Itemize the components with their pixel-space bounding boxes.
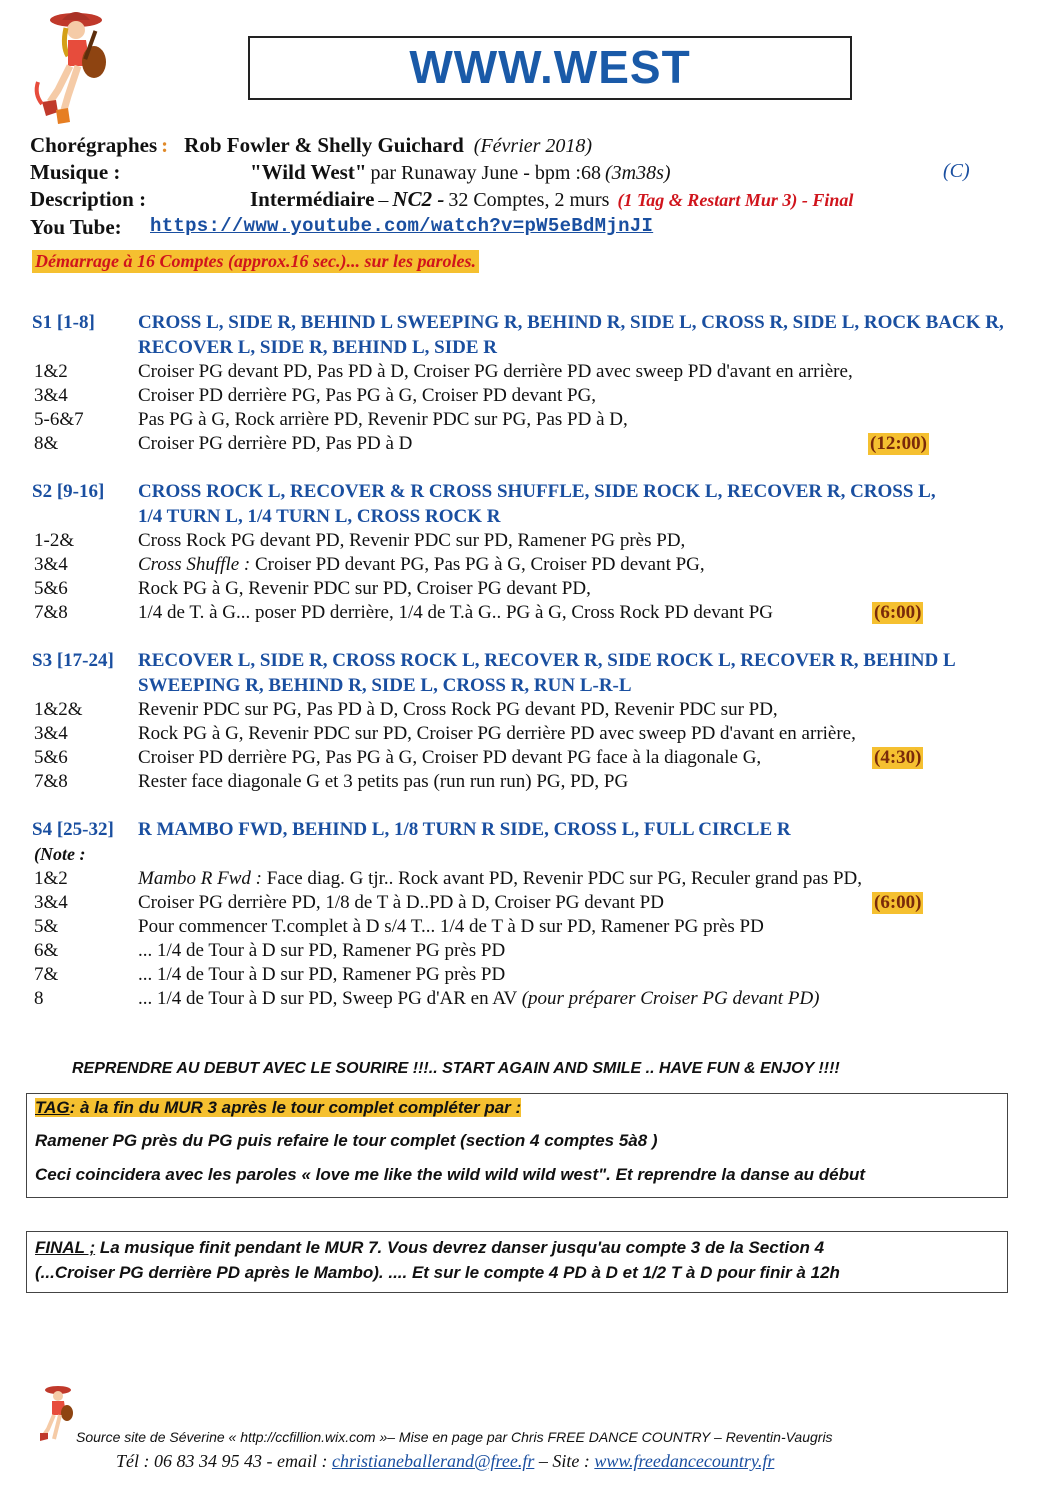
- step-description: [138, 771, 628, 793]
- step-description: [138, 554, 705, 576]
- section-title-line-1: CROSS L, SIDE R, BEHIND L SWEEPING R, BEHIND R, SIDE L, CROSS R, SIDE L, ROCK BACK R,: [138, 312, 1004, 333]
- step-description: [138, 433, 412, 455]
- step-text: Rester face diagonale G et 3 petits pas (run run run) PG, PD, PG: [138, 771, 629, 792]
- music-code: (C): [943, 160, 970, 182]
- section-id: S1 [1-8]: [32, 312, 95, 333]
- description-label: Description :: [30, 187, 147, 211]
- step-count: 7&: [34, 964, 59, 985]
- step-description: [138, 385, 596, 407]
- youtube-link[interactable]: https://www.youtube.com/watch?v=pW5eBdMjnJI: [150, 215, 654, 237]
- step-text: Croiser PD derrière PG, Pas PG à G, Croiser PD devant PG,: [138, 385, 597, 406]
- section-title-line-2: RECOVER L, SIDE R, BEHIND L, SIDE R: [138, 337, 497, 358]
- step-text: Croiser PG derrière PD, 1/8 de T à D..PD à D, Croiser PG devant PD: [138, 892, 664, 913]
- step-description: [138, 964, 505, 986]
- wall-indicator: (4:30): [874, 747, 922, 768]
- step-count: 3&4: [34, 723, 68, 744]
- step-count: 5&6: [34, 747, 68, 768]
- step-count: 1&2: [34, 361, 68, 382]
- step-count: 3&4: [34, 554, 68, 575]
- step-description: [138, 530, 685, 552]
- step-count: 6&: [34, 940, 59, 961]
- step-text: Rock PG à G, Revenir PDC sur PD, Croiser PG devant PD,: [138, 578, 591, 599]
- level: Intermédiaire: [250, 187, 375, 211]
- cowgirl-logo: [28, 6, 120, 128]
- step-note: (pour préparer Croiser PG devant PD): [521, 988, 820, 1009]
- step-description: [138, 578, 591, 600]
- step-count: 7&8: [34, 771, 68, 792]
- step-text: Rock PG à G, Revenir PDC sur PD, Croiser PG derrière PD avec sweep PD d'avant en arrière,: [138, 723, 856, 744]
- section-title-line-2: SWEEPING R, BEHIND R, SIDE L, CROSS R, RUN L-R-L: [138, 675, 632, 696]
- step-text: Croiser PG devant PD, Pas PD à D, Croiser PG derrière PD avec sweep PD d'avant en arrière,: [138, 361, 853, 382]
- music-line: [250, 160, 671, 185]
- step-count: 8&: [34, 433, 59, 454]
- step-text: Croiser PG derrière PD, Pas PD à D: [138, 433, 413, 454]
- step-text: 1/4 de T. à G... poser PD derrière, 1/4 de T.à G.. PG à G, Cross Rock PD devant PG: [138, 602, 773, 623]
- tag-label: TAG: [35, 1098, 70, 1117]
- step-text: ... 1/4 de Tour à D sur PD, Ramener PG près PD: [138, 940, 506, 961]
- wall-indicator: (6:00): [874, 602, 922, 623]
- step-description: [138, 747, 761, 769]
- step-text: ... 1/4 de Tour à D sur PD, Ramener PG près PD: [138, 964, 506, 985]
- section-title-line-1: CROSS ROCK L, RECOVER & R CROSS SHUFFLE, SIDE ROCK L, RECOVER R, CROSS L,: [138, 481, 936, 502]
- section-title-line-1: R MAMBO FWD, BEHIND L, 1/8 TURN R SIDE, CROSS L, FULL CIRCLE R: [138, 819, 791, 840]
- tag-line-2: Ramener PG près du PG puis refaire le tour complet (section 4 comptes 5à8 ): [35, 1131, 658, 1150]
- choreographers-label: Chorégraphes: [30, 133, 158, 157]
- section-title-line-1: RECOVER L, SIDE R, CROSS ROCK L, RECOVER R, SIDE ROCK L, RECOVER R, BEHIND L: [138, 650, 956, 671]
- step-count: 5&6: [34, 578, 68, 599]
- step-description: [138, 723, 856, 745]
- final-text-1: La musique finit pendant le MUR 7. Vous devrez danser jusqu'au compte 3 de la Section 4: [95, 1238, 825, 1257]
- step-count: 5-6&7: [34, 409, 84, 430]
- phone-email-label: Tél : 06 83 34 95 43 - email :: [116, 1451, 332, 1471]
- contact-line: [116, 1451, 774, 1472]
- music-label: Musique :: [30, 160, 121, 184]
- tag-line-1: [35, 1098, 521, 1118]
- source-credit: Source site de Séverine « http://ccfillion.wix.com »– Mise en page par Chris FREE DANCE COUNTRY – Reventin-Vaugris: [76, 1429, 833, 1445]
- final-label: FINAL ;: [35, 1238, 96, 1257]
- step-move-name: Mambo R Fwd :: [138, 868, 263, 889]
- step-count: 5&: [34, 916, 59, 937]
- step-count: 3&4: [34, 892, 68, 913]
- music-song: "Wild West": [250, 160, 367, 184]
- step-count: 1-2&: [34, 530, 75, 551]
- choreographers-line: [30, 133, 592, 158]
- choreo-date: (Février 2018): [473, 135, 593, 157]
- music-artist: par Runaway June - bpm :68: [370, 162, 601, 184]
- section-title-line-2: 1/4 TURN L, 1/4 TURN L, CROSS ROCK R: [138, 506, 501, 527]
- section-id: S2 [9-16]: [32, 481, 105, 502]
- tag-restart-note: (1 Tag & Restart Mur 3) - Final: [617, 190, 854, 210]
- step-description: [138, 868, 862, 890]
- email-link[interactable]: christianeballerand@free.fr: [331, 1451, 535, 1471]
- restart-message: REPRENDRE AU DEBUT AVEC LE SOURIRE !!!.. START AGAIN AND SMILE .. HAVE FUN & ENJOY !!!!: [72, 1060, 840, 1077]
- tag-intro: : à la fin du MUR 3 après le tour complet compléter par :: [69, 1098, 522, 1117]
- step-count: 7&8: [34, 602, 68, 623]
- choreographers-colon: :: [161, 133, 169, 157]
- level-dash: –: [378, 189, 389, 211]
- step-count: 3&4: [34, 385, 68, 406]
- section-note: (Note :: [34, 844, 86, 864]
- choreographers-names: Rob Fowler & Shelly Guichard: [184, 133, 464, 157]
- level-code: NC2 -: [392, 187, 445, 211]
- step-description: [138, 988, 820, 1010]
- step-count: 1&2: [34, 868, 68, 889]
- step-description: [138, 940, 505, 962]
- site-link[interactable]: www.freedancecountry.fr: [594, 1451, 775, 1471]
- step-description: [138, 699, 778, 721]
- step-count: 8: [34, 988, 44, 1009]
- wall-indicator: (12:00): [870, 433, 927, 454]
- music-length: (3m38s): [605, 162, 671, 184]
- step-text: Croiser PD derrière PG, Pas PG à G, Croiser PD devant PG face à la diagonale G,: [138, 747, 762, 768]
- step-description: [138, 892, 664, 914]
- step-description: [138, 602, 773, 624]
- step-description: [138, 916, 764, 938]
- step-text: Face diag. G tjr.. Rock avant PD, Revenir PDC sur PG, Reculer grand pas PD,: [262, 868, 863, 889]
- counts-walls: 32 Comptes, 2 murs: [448, 189, 610, 211]
- final-line-2: (...Croiser PG derrière PD après le Mambo). .... Et sur le compte 4 PD à D et 1/2 T à D pour finir à 12h: [35, 1263, 840, 1282]
- final-line-1: [35, 1238, 824, 1258]
- step-count: 1&2&: [34, 699, 83, 720]
- step-description: [138, 361, 853, 383]
- step-description: [138, 409, 628, 431]
- page-title: WWW.WEST: [409, 41, 691, 93]
- step-text: ... 1/4 de Tour à D sur PD, Sweep PG d'AR en AV: [138, 988, 522, 1009]
- tag-line-3: Ceci coincidera avec les paroles « love me like the wild wild wild west". Et reprendre la danse au début: [35, 1165, 866, 1184]
- section-id: S4 [25-32]: [32, 819, 114, 840]
- youtube-label: You Tube:: [30, 215, 122, 239]
- step-text: Revenir PDC sur PG, Pas PD à D, Cross Rock PG devant PD, Revenir PDC sur PD,: [138, 699, 778, 720]
- site-label: – Site :: [534, 1451, 595, 1471]
- step-text: Pas PG à G, Rock arrière PD, Revenir PDC sur PG, Pas PD à D,: [138, 409, 628, 430]
- section-id: S3 [17-24]: [32, 650, 114, 671]
- step-move-name: Cross Shuffle :: [138, 554, 251, 575]
- step-text: Pour commencer T.complet à D s/4 T... 1/4 de T à D sur PD, Ramener PG près PD: [138, 916, 764, 937]
- wall-indicator: (6:00): [874, 892, 922, 913]
- step-text: Cross Rock PG devant PD, Revenir PDC sur PD, Ramener PG près PD,: [138, 530, 686, 551]
- cowgirl-small-logo: [36, 1383, 80, 1443]
- start-note: Démarrage à 16 Comptes (approx.16 sec.)... sur les paroles.: [32, 250, 479, 273]
- step-text: Croiser PD devant PG, Pas PG à G, Croiser PD devant PG,: [250, 554, 705, 575]
- description-line: [250, 187, 853, 212]
